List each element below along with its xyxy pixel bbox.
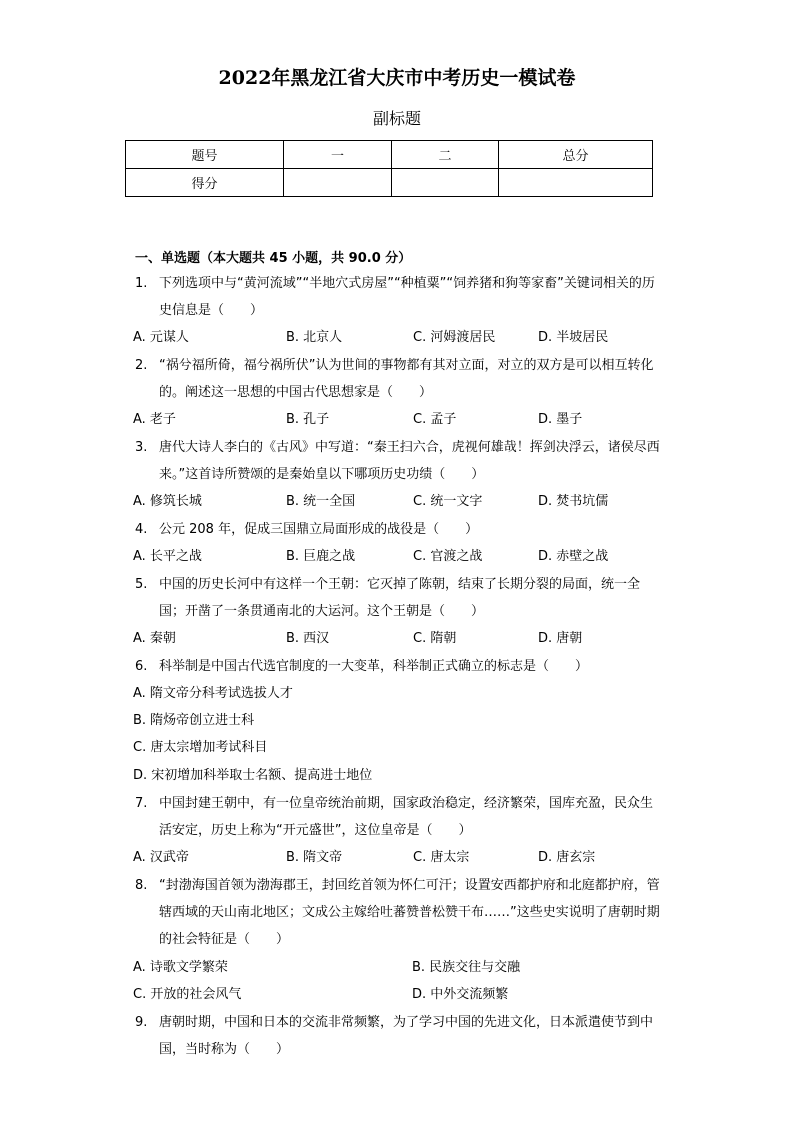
options-row xyxy=(133,844,673,871)
option: A. 诗歌文学繁荣 xyxy=(133,960,228,975)
score-header-cell: 二 xyxy=(392,141,499,169)
option: C. 统一文字 xyxy=(413,494,483,509)
question-5 xyxy=(135,571,665,625)
section-heading: 一、单选题（本大题共 45 小题，共 90.0 分） xyxy=(135,251,412,266)
option: B. 北京人 xyxy=(286,330,343,345)
option: C. 孟子 xyxy=(413,412,457,427)
option: D. 赤壁之战 xyxy=(538,549,609,564)
exam-subtitle: 副标题 xyxy=(372,109,421,128)
option: B. 孔子 xyxy=(286,412,330,427)
option: B. 西汉 xyxy=(286,631,330,646)
question-3 xyxy=(135,434,665,488)
option: C. 官渡之战 xyxy=(413,549,483,564)
question-text: 公元 208 年，促成三国鼎立局面形成的战役是（ ） xyxy=(159,522,479,537)
score-header-cell: 题号 xyxy=(126,141,284,169)
question-1 xyxy=(135,270,665,324)
options-row xyxy=(133,543,673,570)
option: D. 唐玄宗 xyxy=(538,850,596,865)
question-2 xyxy=(135,352,665,406)
question-number: 4. xyxy=(135,522,148,537)
option: A. 隋文帝分科考试选拔人才 xyxy=(133,686,293,701)
question-text: 下列选项中与“黄河流域”“半地穴式房屋”“种植粟”“饲养猪和狗等家畜”关键词相关的历史信息是（ ） xyxy=(159,276,655,318)
option: A. 秦朝 xyxy=(133,631,176,646)
question-text: 科举制是中国古代选官制度的一大变革，科举制正式确立的标志是（ ） xyxy=(159,659,589,674)
score-table-header-row xyxy=(126,141,653,169)
option: B. 统一全国 xyxy=(286,494,356,509)
options-row xyxy=(133,406,673,433)
option: B. 巨鹿之战 xyxy=(286,549,356,564)
option: A. 元谋人 xyxy=(133,330,189,345)
options-row xyxy=(133,981,673,1008)
question-text: 中国的历史长河中有这样一个王朝：它灭掉了陈朝，结束了长期分裂的局面，统一全国；开凿了一条贯通南北的大运河。这个王朝是（ ） xyxy=(159,577,641,619)
question-number: 9. xyxy=(135,1015,148,1030)
question-text: “封渤海国首领为渤海郡王，封回纥首领为怀仁可汗；设置安西都护府和北庭都护府，管辖西域的天山南北地区；文成公主嫁给吐蕃赞普松赞干布……”这些史实说明了唐朝时期的社会特征是（ ） xyxy=(159,878,660,947)
score-cell xyxy=(284,169,392,197)
option: B. 隋炀帝创立进士科 xyxy=(133,713,255,728)
question-number: 8. xyxy=(135,878,148,893)
question-number: 1. xyxy=(135,276,148,291)
option: C. 隋朝 xyxy=(413,631,457,646)
option: B. 隋文帝 xyxy=(286,850,343,865)
option: D. 中外交流频繁 xyxy=(412,987,509,1002)
question-text: 中国封建王朝中，有一位皇帝统治前期，国家政治稳定，经济繁荣，国库充盈，民众生活安定，历史上称为“开元盛世”，这位皇帝是（ ） xyxy=(159,796,654,838)
question-7 xyxy=(135,790,665,844)
question-text: 唐代大诗人李白的《古风》中写道：“秦王扫六合，虎视何雄哉！挥剑决浮云，诸侯尽西来。”这首诗所赞颂的是秦始皇以下哪项历史功绩（ ） xyxy=(159,440,660,482)
score-header-cell: 总分 xyxy=(499,141,653,169)
options-row xyxy=(133,954,673,981)
score-table xyxy=(125,140,653,197)
option: D. 唐朝 xyxy=(538,631,583,646)
score-table-row xyxy=(126,169,653,197)
question-number: 6. xyxy=(135,659,148,674)
option: C. 河姆渡居民 xyxy=(413,330,496,345)
option: C. 唐太宗增加考试科目 xyxy=(133,740,268,755)
option: A. 汉武帝 xyxy=(133,850,189,865)
option: D. 墨子 xyxy=(538,412,583,427)
question-9 xyxy=(135,1009,665,1063)
question-number: 7. xyxy=(135,796,148,811)
exam-title: 2022年黑龙江省大庆市中考历史一模试卷 xyxy=(218,67,576,89)
option: A. 修筑长城 xyxy=(133,494,202,509)
option: C. 唐太宗 xyxy=(413,850,470,865)
question-text: 唐朝时期，中国和日本的交流非常频繁，为了学习中国的先进文化，日本派遣使节到中国，当时称为（ ） xyxy=(159,1015,654,1057)
option: A. 长平之战 xyxy=(133,549,202,564)
options-row xyxy=(133,324,673,351)
question-6 xyxy=(135,653,665,680)
question-4 xyxy=(135,516,665,543)
options-row xyxy=(133,625,673,652)
question-number: 2. xyxy=(135,358,148,373)
options-row xyxy=(133,488,673,515)
option: D. 宋初增加科举取士名额、提高进士地位 xyxy=(133,768,373,783)
score-header-cell: 一 xyxy=(284,141,392,169)
option: C. 开放的社会风气 xyxy=(133,987,242,1002)
question-number: 3. xyxy=(135,440,148,455)
question-number: 5. xyxy=(135,577,148,592)
option: D. 半坡居民 xyxy=(538,330,609,345)
score-cell xyxy=(392,169,499,197)
option: D. 焚书坑儒 xyxy=(538,494,609,509)
option: B. 民族交往与交融 xyxy=(412,960,521,975)
question-8 xyxy=(135,872,665,953)
option: A. 老子 xyxy=(133,412,176,427)
score-row-label: 得分 xyxy=(126,169,284,197)
question-text: “祸兮福所倚，福兮祸所伏”认为世间的事物都有其对立面，对立的双方是可以相互转化的。阐述这一思想的中国古代思想家是（ ） xyxy=(159,358,654,400)
score-cell xyxy=(499,169,653,197)
